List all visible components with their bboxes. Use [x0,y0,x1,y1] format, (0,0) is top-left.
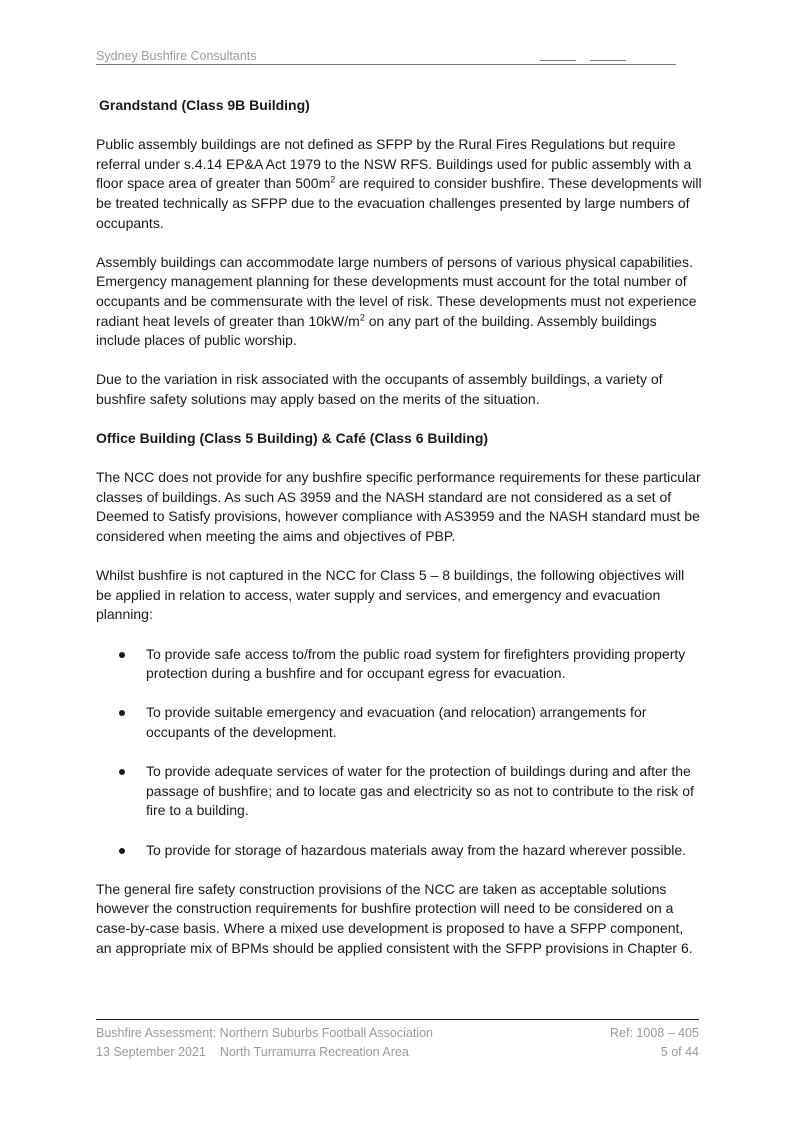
office-paragraph-2: Whilst bushfire is not captured in the NCC for Class 5 – 8 buildings, the following objectives will be applied in relation to access, water supply and services, and emergency and evacuation planning: [96,567,685,623]
document-body [96,96,702,978]
page-number: 5 of 44 [660,1045,699,1059]
bullet-icon [119,769,125,775]
objectives-list [96,645,702,861]
list-item: To provide suitable emergency and evacuation (and relocation) arrangements for occupants of the development. [96,703,702,742]
header-rule [96,64,676,65]
grandstand-paragraph-3: Due to the variation in risk associated with the occupants of assembly buildings, a variety of bushfire safety solutions may apply based on the merits of the situation. [96,371,663,407]
footer-rule [96,1019,699,1020]
office-heading: Office Building (Class 5 Building) & Café (Class 6 Building) [96,430,489,447]
grandstand-heading: Grandstand (Class 9B Building) [99,97,310,113]
company-name: Sydney Bushfire Consultants [96,49,257,63]
header-dash-1 [540,60,576,61]
header-dash-2 [590,60,626,61]
bullet-icon [119,652,125,658]
page-footer [96,1024,699,1062]
bullet-icon [119,710,125,716]
list-item: To provide safe access to/from the public road system for firefighters providing property protection during a bushfire and for occupant egress for evacuation. [96,645,702,684]
footer-ref: Ref: 1008 – 405 [610,1026,699,1040]
office-paragraph-3: The general fire safety construction provisions of the NCC are taken as acceptable solutions however the construction requirements for bushfire protection will need to be considered on a case-by-case basis. Where a mixed use development is proposed to have a SFPP component, an appropriate mix of BPMs should be applied consistent with the SFPP provisions in Chapter 6. [96,880,693,956]
footer-title: Bushfire Assessment: Northern Suburbs Football Association [96,1026,433,1040]
office-paragraph-1: The NCC does not provide for any bushfire specific performance requirements for these particular classes of buildings. As such AS 3959 and the NASH standard are not considered as a set of Deemed to Satisfy provisions, however compliance with AS3959 and the NASH standard must be considered when meeting the aims and objectives of PBP. [96,469,701,545]
list-item: To provide for storage of hazardous materials away from the hazard wherever possible. [96,841,702,861]
grandstand-paragraph-1: Public assembly buildings are not defined as SFPP by the Rural Fires Regulations but require referral under s.4.14 EP&A Act 1979 to the NSW RFS. Buildings used for public assembly with a floor space area of greater than $500m^2$ are required to consider bushfire. These developments will be treated technically as SFPP due to the evacuation challenges presented by large numbers of occupants. [96,136,702,231]
bullet-icon [119,848,125,854]
grandstand-paragraph-2: Assembly buildings can accommodate large numbers of persons of various physical capabilities. Emergency management planning for these developments must account for the total number of occupants and be commensurate with the level of risk. These developments must not experience radiant heat levels of greater than $10kW/m^2$ on any part of the building. Assembly buildings include places of public worship. [96,253,697,349]
footer-date-location: 13 September 2021 North Turramurra Recreation Area [96,1045,409,1059]
page-header [96,48,676,64]
list-item: To provide adequate services of water for the protection of buildings during and after the passage of bushfire; and to locate gas and electricity so as not to contribute to the risk of fire to a building. [96,762,702,821]
